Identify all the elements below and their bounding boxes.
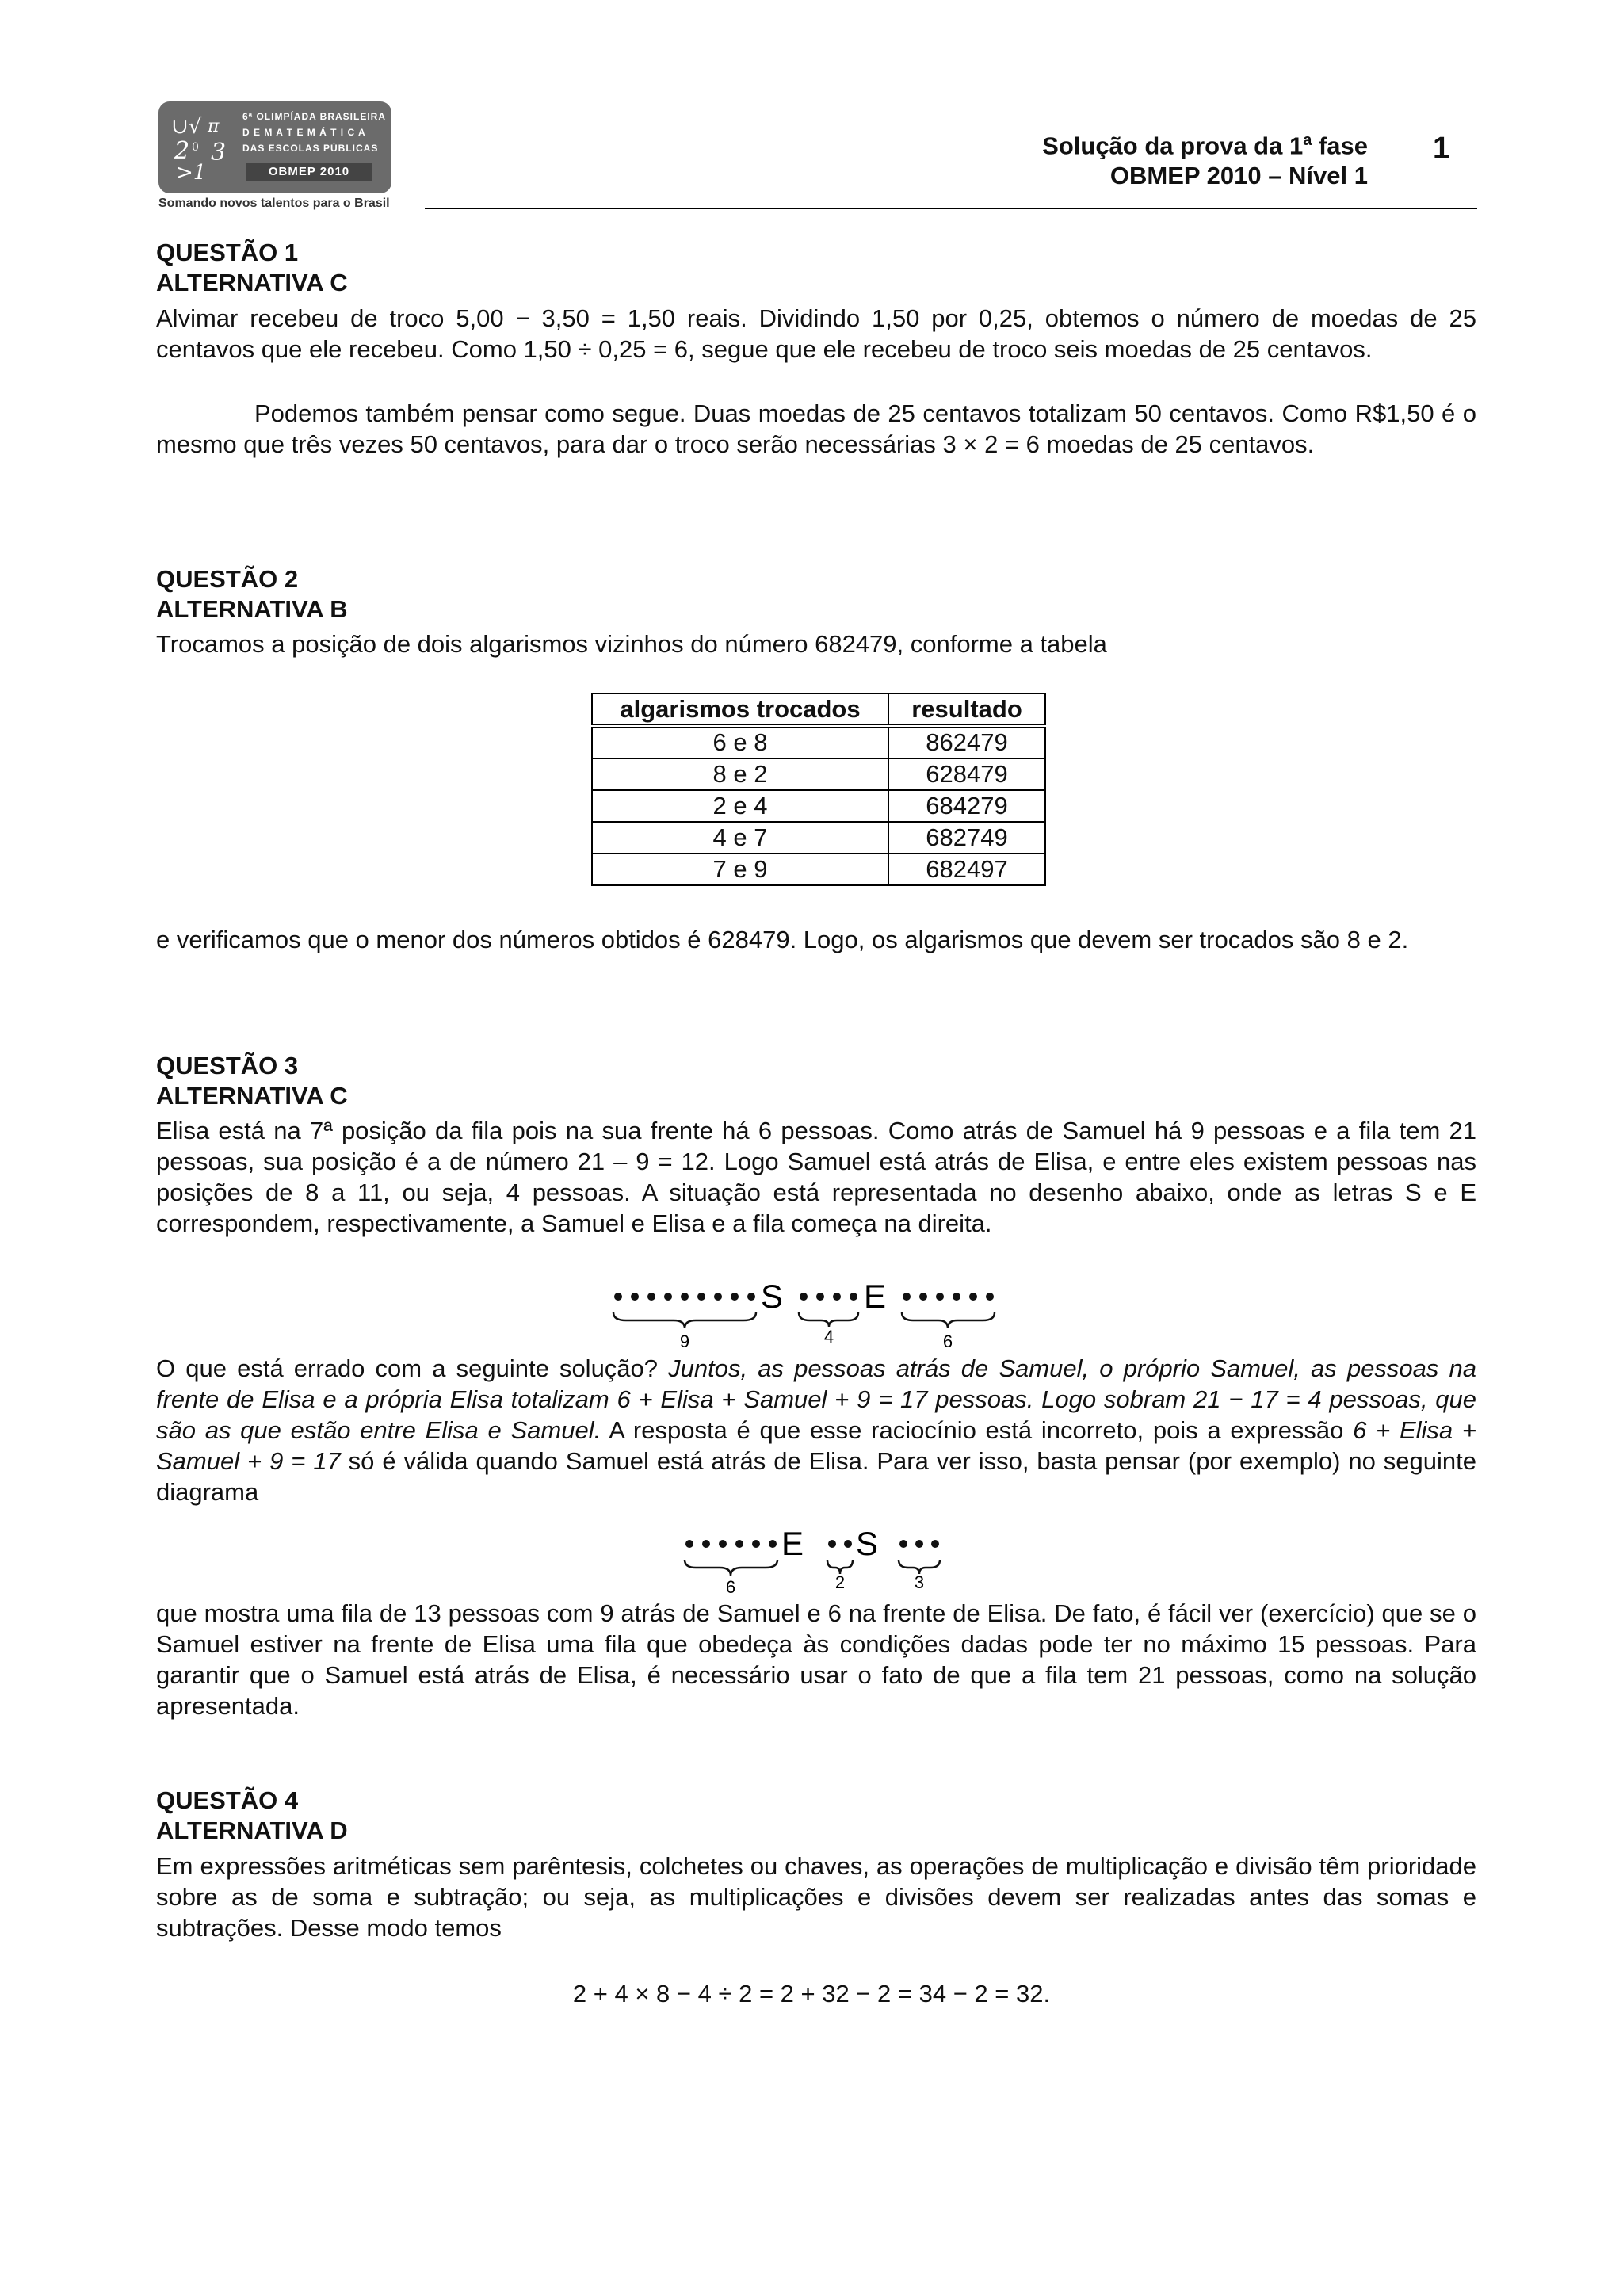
q1-p1-expression: 5,00 − 3,50 = 1,50 (456, 304, 676, 332)
title-superscript: a (1303, 132, 1312, 149)
count-middle: 2 (834, 1572, 846, 1592)
svg-text:>1: >1 (176, 161, 207, 182)
page-number: 1 (1433, 132, 1450, 165)
q4-heading: QUESTÃO 4 (156, 1786, 299, 1814)
elisa-letter: E (781, 1525, 804, 1562)
table-header-cell: resultado (888, 693, 1045, 726)
title-tail: fase (1312, 132, 1368, 160)
q3-heading: QUESTÃO 3 (156, 1052, 299, 1079)
table-cell: 682497 (888, 854, 1045, 885)
table-cell: 862479 (888, 726, 1045, 758)
brace-left (685, 1560, 777, 1576)
header-rule (425, 208, 1477, 209)
table-cell: 4 e 7 (592, 822, 888, 854)
brace-middle (799, 1312, 858, 1327)
dots-group (614, 1293, 994, 1301)
logo-badge: OBMEP 2010 (246, 163, 372, 181)
brace-left (613, 1312, 756, 1328)
q3-p2-italic: Juntos, as pessoas atrás de Samuel, o próprio Samuel, as pessoas na frente de Elisa e a própria Elisa totalizam 6 + Elisa + Samuel + 9 = 17 pessoas. Logo sobram 21 − 17 = 4 pessoas, que são as que estão entre Elisa e Samuel. (156, 1354, 1476, 1444)
q3-answer: ALTERNATIVA C (156, 1082, 348, 1110)
count-right: 6 (942, 1331, 953, 1351)
q3-p2-text-c: só é válida quando Samuel está atrás de Elisa. Para ver isso, basta pensar (por exemplo) no seguinte diagrama (156, 1447, 1476, 1506)
table-cell: 2 e 4 (592, 790, 888, 822)
logo-line-2: D E M A T E M Á T I C A (242, 127, 366, 138)
q1-paragraph-2 (156, 398, 1476, 460)
logo-symbol-icon (168, 109, 241, 182)
queue-diagram-1 (602, 1268, 1046, 1355)
table-cell: 682749 (888, 822, 1045, 854)
svg-text:2: 2 (174, 137, 190, 165)
table-row (592, 854, 1045, 885)
q1-p2-text-a: Podemos também pensar como segue. Duas moedas de 25 centavos totalizam 50 centavos. Como R$1,50 é o mesmo que três vezes 50 centavos, para dar o troco serão necessárias (156, 399, 1476, 458)
table-cell: 628479 (888, 758, 1045, 790)
queue-diagram-2 (680, 1515, 965, 1595)
document-subtitle: OBMEP 2010 – Nível 1 (1109, 162, 1368, 189)
q1-heading: QUESTÃO 1 (156, 239, 299, 266)
document-title (1042, 132, 1368, 160)
q1-p2-text-b: moedas de 25 centavos. (1039, 430, 1315, 458)
q2-intro: Trocamos a posição de dois algarismos vizinhos do número 682479, conforme a tabela (156, 630, 1107, 658)
table-row (592, 790, 1045, 822)
q4-answer: ALTERNATIVA D (156, 1817, 348, 1844)
dots-group (685, 1540, 939, 1548)
q3-p2-expression: 6 + Elisa + Samuel + 9 = 17 (156, 1416, 1476, 1475)
q3-paragraph-3: que mostra uma fila de 13 pessoas com 9 atrás de Samuel e 6 na frente de Elisa. De fato, é fácil ver (exercício) que se o Samuel estiver na frente de Elisa uma fila que obedeça às condições dadas pode ter no máximo 15 pessoas. Para garantir que o Samuel está atrás de Elisa, é necessário usar o fato de que a fila tem 21 pessoas, como na solução apresentada. (156, 1599, 1476, 1720)
elisa-letter: E (864, 1278, 887, 1315)
logo-tagline: Somando novos talentos para o Brasil (158, 197, 390, 210)
table-row (592, 726, 1045, 758)
q1-paragraph-1 (156, 303, 1476, 365)
table-row (592, 822, 1045, 854)
table-cell: 8 e 2 (592, 758, 888, 790)
q3-p2-text-a: O que está errado com a seguinte solução? (156, 1354, 669, 1382)
brace-right (902, 1312, 995, 1328)
q1-answer: ALTERNATIVA C (156, 269, 348, 296)
q3-p2-text-b: A resposta é que esse raciocínio está incorreto, pois a expressão (601, 1416, 1354, 1444)
svg-text:3: 3 (211, 139, 227, 166)
q1-p2-expression: 3 × 2 = 6 (942, 430, 1040, 458)
table-header-cell: algarismos trocados (592, 693, 888, 726)
count-right: 3 (914, 1572, 925, 1592)
samuel-letter: S (856, 1525, 879, 1562)
table-header-row (592, 693, 1045, 726)
svg-text:∪√: ∪√ (171, 115, 202, 139)
swap-table (591, 693, 1046, 886)
logo-line-3: DAS ESCOLAS PÚBLICAS (242, 143, 379, 154)
q1-p1-text-b: reais. Dividindo 1,50 por 0,25, obtemos o número de moedas de 25 centavos que ele recebeu. Como 1,50 ÷ 0,25 = 6, segue que ele recebeu de troco seis moedas de 25 centavos. (156, 304, 1476, 363)
table-row (592, 758, 1045, 790)
q3-paragraph-1: Elisa está na 7ª posição da fila pois na sua frente há 6 pessoas. Como atrás de Samuel há 9 pessoas e a fila tem 21 pessoas, sua posição é a de número 21 – 9 = 12. Logo Samuel está atrás de Elisa, e entre eles existem pessoas nas posições de 8 a 11, ou seja, 4 pessoas. A situação está representada no desenho abaixo, onde as letras S e E correspondem, respectivamente, a Samuel e Elisa e a fila começa na direita. (156, 1117, 1476, 1237)
logo-line-1: 6ª OLIMPÍADA BRASILEIRA (242, 111, 387, 122)
samuel-letter: S (761, 1278, 784, 1315)
table-cell: 684279 (888, 790, 1045, 822)
svg-text:π: π (208, 117, 220, 136)
q2-heading: QUESTÃO 2 (156, 565, 299, 593)
q4-paragraph-1: Em expressões aritméticas sem parêntesis, colchetes ou chaves, as operações de multiplicação e divisão têm prioridade sobre as de soma e subtração; ou seja, as multiplicações e divisões devem ser realizadas antes das somas e subtrações. Desse modo temos (156, 1852, 1476, 1942)
count-middle: 4 (823, 1327, 834, 1347)
title-text: Solução da prova da 1 (1042, 132, 1304, 160)
count-left: 6 (725, 1577, 736, 1595)
count-left: 9 (679, 1331, 690, 1351)
table-cell: 6 e 8 (592, 726, 888, 758)
q4-expression: 2 + 4 × 8 − 4 ÷ 2 = 2 + 32 − 2 = 34 − 2 = 32. (572, 1980, 1051, 2008)
q2-conclusion: e verificamos que o menor dos números obtidos é 628479. Logo, os algarismos que devem ser trocados são 8 e 2. (156, 926, 1409, 953)
obmep-logo (158, 101, 391, 193)
svg-text:0: 0 (192, 141, 199, 154)
q1-p1-text-a: Alvimar recebeu de troco (156, 304, 456, 332)
q2-answer: ALTERNATIVA B (156, 595, 348, 623)
q3-paragraph-2 (156, 1353, 1476, 1507)
table-cell: 7 e 9 (592, 854, 888, 885)
